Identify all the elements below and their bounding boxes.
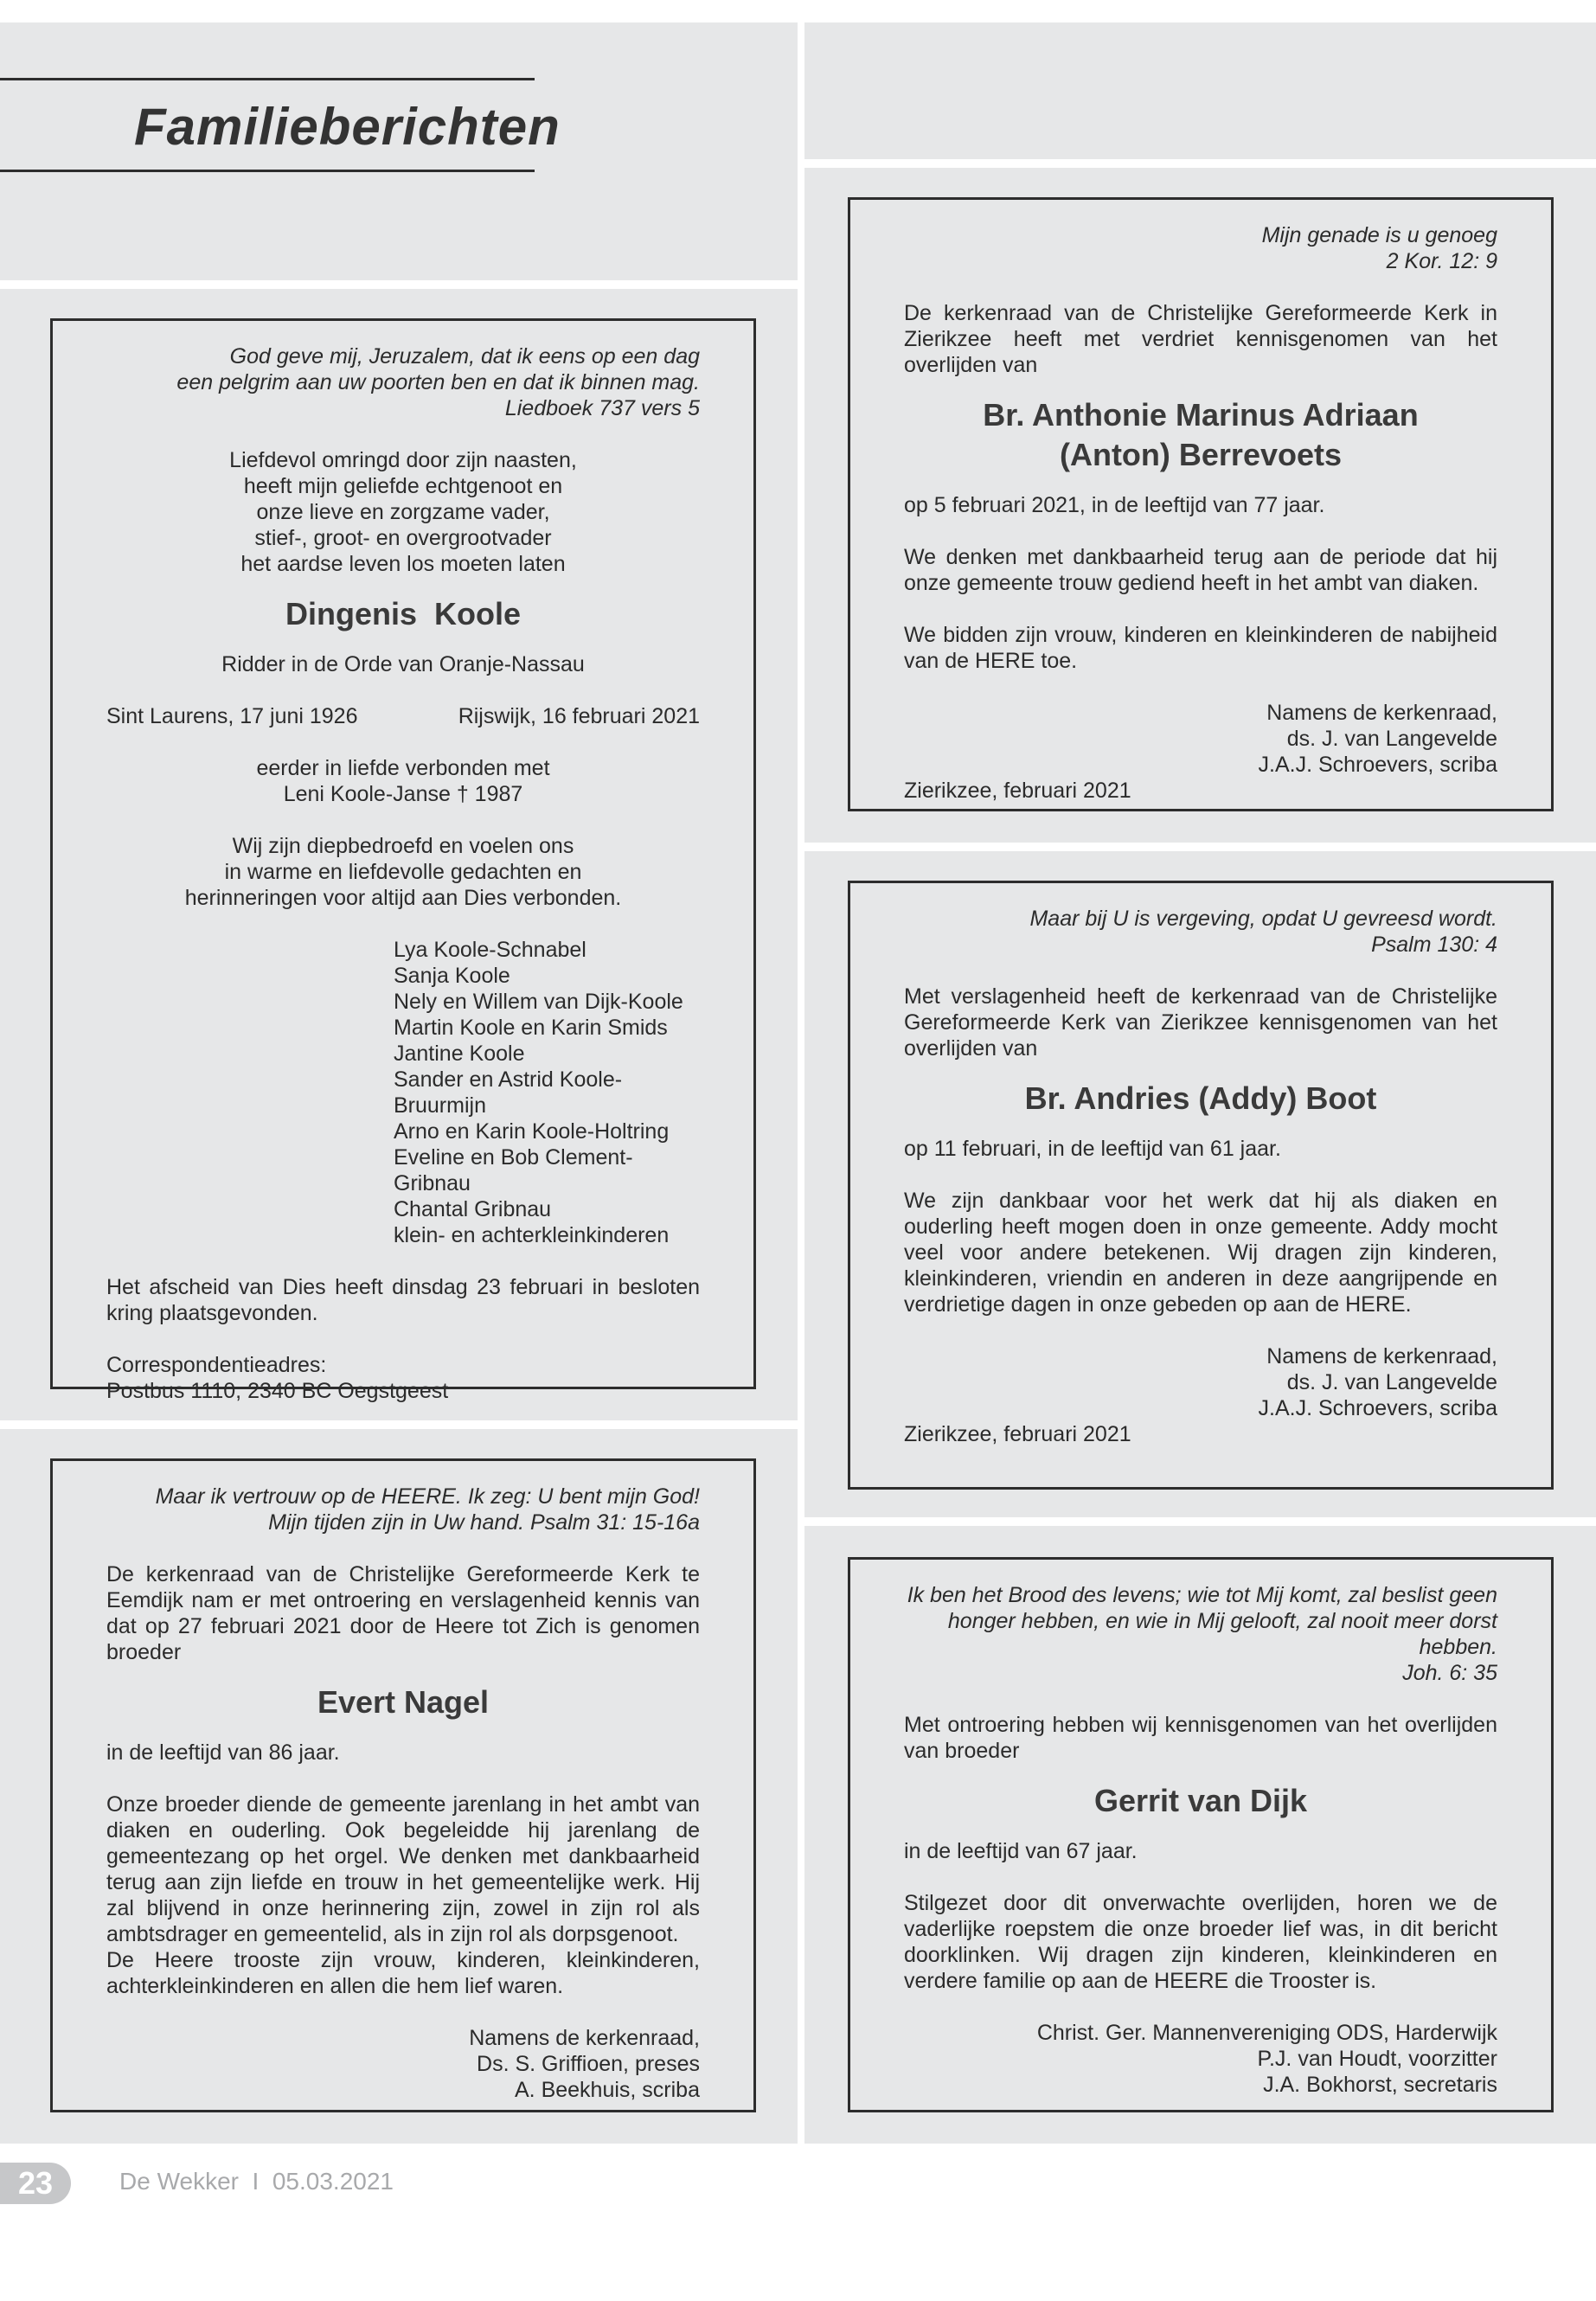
publication-footer: De Wekker I 05.03.2021	[119, 2168, 394, 2195]
koole-intro	[106, 447, 700, 577]
quote-line: God geve mij, Jeruzalem, dat ik eens op een dag	[229, 344, 700, 369]
vandijk-quote	[904, 1582, 1497, 1686]
family-member: Martin Koole en Karin Smids	[394, 1016, 668, 1040]
grief-line: Wij zijn diepbedroefd en voelen ons	[232, 834, 574, 858]
quote-line: Maar ik vertrouw op de HEERE. Ik zeg: U bent mijn God!	[155, 1484, 700, 1509]
nagel-quote	[106, 1484, 700, 1535]
signature-line: J.A.J. Schroevers, scriba	[1258, 753, 1497, 777]
signature-line: Christ. Ger. Mannenvereniging ODS, Harderwijk	[1036, 2021, 1497, 2045]
intro-line: Liefdevol omringd door zijn naasten,	[229, 448, 577, 472]
koole-dates	[106, 703, 700, 729]
family-member: Sander en Astrid Koole-Bruurmijn	[394, 1067, 623, 1118]
family-member: Eveline en Bob Clement-Gribnau	[394, 1145, 633, 1195]
name-line: (Anton) Berrevoets	[1059, 437, 1343, 472]
family-member: Jantine Koole	[394, 1042, 525, 1066]
koole-address	[106, 1352, 700, 1404]
berrevoets-quote	[904, 222, 1497, 274]
koole-grief	[106, 833, 700, 911]
signature-line: P.J. van Houdt, voorzitter	[1257, 2047, 1497, 2071]
boot-intro: Met verslagenheid heeft de kerkenraad van de Christelijke Gereformeerde Kerk van Zierikzee kennisgenomen van het overlijden van	[904, 984, 1497, 1061]
berrevoets-signature	[904, 700, 1497, 778]
quote-source: Mijn tijden zijn in Uw hand. Psalm 31: 15-16a	[268, 1510, 700, 1535]
quote-line: een pelgrim aan uw poorten ben en dat ik binnen mag.	[176, 370, 700, 394]
nagel-body: Onze broeder diende de gemeente jarenlang in het ambt van diaken en ouderling. Ook begeleidde hij jarenlang de gemeentezang op het orgel. We denken met dankbaarheid terug aan zijn liefde en trouw in het gemeentelijke werk. Hij zal blijvend in onze herinnering zijn, zowel in zijn rol als ambtsdrager en gemeentelid, als in zijn rol als dorpsgenoot.	[106, 1792, 700, 1946]
nagel-intro: De kerkenraad van de Christelijke Gereformeerde Kerk te Eemdijk nam er met ontroering en verslagenheid kennis van dat op 27 februari 2021 door de Heere tot Zich is genomen broeder	[106, 1562, 700, 1664]
page-number: 23	[0, 2163, 71, 2204]
obituary-boot	[848, 881, 1554, 1490]
koole-farewell: Het afscheid van Dies heeft dinsdag 23 februari in besloten kring plaatsgevonden.	[106, 1275, 700, 1325]
signature-line: J.A.J. Schroevers, scriba	[1258, 1396, 1497, 1420]
family-member: Nely en Willem van Dijk-Koole	[394, 990, 683, 1014]
quote-line: Mijn genade is u genoeg	[1261, 223, 1497, 247]
berrevoets-intro: De kerkenraad van de Christelijke Gereformeerde Kerk in Zierikzee heeft met verdriet kennisgenomen van het overlijden van	[904, 301, 1497, 377]
vandijk-signature	[904, 2020, 1497, 2098]
berrevoets-p2: We bidden zijn vrouw, kinderen en kleinkinderen de nabijheid van de HERE toe.	[904, 623, 1497, 673]
signature-line: Namens de kerkenraad,	[469, 2026, 700, 2050]
boot-quote	[904, 906, 1497, 958]
boot-place: Zierikzee, februari 2021	[904, 1422, 1131, 1446]
berrevoets-place: Zierikzee, februari 2021	[904, 779, 1131, 803]
family-member: Lya Koole-Schnabel	[394, 938, 586, 962]
married-line: Leni Koole-Janse † 1987	[283, 782, 523, 806]
deceased-name: Br. Andries (Addy) Boot	[1024, 1080, 1377, 1116]
deceased-name: Gerrit van Dijk	[1093, 1783, 1308, 1818]
obituary-berrevoets	[848, 197, 1554, 811]
boot-date: op 11 februari, in de leeftijd van 61 jaar.	[904, 1137, 1281, 1161]
right-top-panel	[804, 22, 1596, 159]
berrevoets-date: op 5 februari 2021, in de leeftijd van 77 jaar.	[904, 493, 1325, 517]
address-line: Postbus 1110, 2340 BC Oegstgeest	[106, 1379, 449, 1403]
quote-line: Maar bij U is vergeving, opdat U gevreesd wordt.	[1029, 907, 1497, 931]
obituary-vandijk	[848, 1557, 1554, 2112]
quote-line: honger hebben, en wie in Mij gelooft, zal nooit meer dorst hebben.	[947, 1609, 1497, 1659]
married-line: eerder in liefde verbonden met	[256, 756, 550, 780]
intro-line: stief-, groot- en overgrootvader	[254, 526, 552, 550]
family-member: Chantal Gribnau	[394, 1197, 552, 1221]
signature-line: J.A. Bokhorst, secretaris	[1263, 2073, 1497, 2097]
quote-source: Joh. 6: 35	[1402, 1661, 1497, 1685]
obituary-nagel	[50, 1458, 756, 2112]
vandijk-age: in de leeftijd van 67 jaar.	[904, 1839, 1138, 1863]
signature-line: Ds. S. Griffioen, preses	[477, 2052, 700, 2076]
koole-honor: Ridder in de Orde van Oranje-Nassau	[221, 652, 585, 676]
koole-married	[106, 755, 700, 807]
intro-line: onze lieve en zorgzame vader,	[256, 500, 550, 524]
quote-source: Liedboek 737 vers 5	[504, 396, 700, 420]
death-date: Rijswijk, 16 februari 2021	[458, 704, 700, 728]
family-member: Arno en Karin Koole-Holtring	[394, 1119, 670, 1144]
birth-date: Sint Laurens, 17 juni 1926	[106, 704, 358, 728]
heading-rule-bottom	[0, 170, 535, 172]
vandijk-p1: Stilgezet door dit onverwachte overlijden, horen we de vaderlijke roepstem die onze broeder lief was, in dit bericht doorklinken. Wij dragen zijn kinderen, kleinkinderen en verdere familie op aan de HEERE die Trooster is.	[904, 1891, 1497, 1993]
deceased-name: Evert Nagel	[317, 1684, 490, 1720]
nagel-age: in de leeftijd van 86 jaar.	[106, 1740, 340, 1765]
signature-line: Namens de kerkenraad,	[1266, 1344, 1497, 1368]
boot-signature	[904, 1343, 1497, 1421]
obituary-koole	[50, 318, 756, 1403]
page-title: Familieberichten	[134, 98, 561, 156]
deceased-name: Dingenis Koole	[285, 596, 522, 631]
family-member: Sanja Koole	[394, 964, 510, 988]
quote-source: 2 Kor. 12: 9	[1386, 249, 1497, 273]
name-line: Br. Anthonie Marinus Adriaan	[983, 397, 1419, 433]
intro-line: het aardse leven los moeten laten	[240, 552, 566, 576]
koole-quote	[106, 343, 700, 421]
grief-line: herinneringen voor altijd aan Dies verbonden.	[184, 886, 622, 910]
signature-line: ds. J. van Langevelde	[1286, 1370, 1497, 1394]
signature-line: Namens de kerkenraad,	[1266, 701, 1497, 725]
signature-line: A. Beekhuis, scriba	[515, 2078, 700, 2102]
heading-rule-top	[0, 78, 535, 80]
quote-line: Ik ben het Brood des levens; wie tot Mij komt, zal beslist geen	[907, 1583, 1497, 1607]
signature-line: ds. J. van Langevelde	[1286, 727, 1497, 751]
nagel-body2: De Heere trooste zijn vrouw, kinderen, kleinkinderen, achterkleinkinderen en allen die hem lief waren.	[106, 1948, 700, 1998]
quote-source: Psalm 130: 4	[1371, 933, 1497, 957]
deceased-name	[904, 395, 1497, 475]
berrevoets-p1: We denken met dankbaarheid terug aan de periode dat hij onze gemeente trouw gediend heeft in het ambt van diaken.	[904, 545, 1497, 595]
address-line: Correspondentieadres:	[106, 1353, 327, 1377]
nagel-signature	[106, 2025, 700, 2103]
vandijk-intro: Met ontroering hebben wij kennisgenomen van het overlijden van broeder	[904, 1713, 1497, 1763]
intro-line: heeft mijn geliefde echtgenoot en	[243, 474, 563, 498]
boot-p1: We zijn dankbaar voor het werk dat hij als diaken en ouderling heeft mogen doen in onze gemeente. Addy mocht veel voor andere betekenen. Wij dragen zijn kinderen, kleinkinderen, vriendin en anderen in deze aangrijpende en verdrietige dagen in onze gebeden op aan de HERE.	[904, 1189, 1497, 1317]
family-list	[106, 937, 700, 1248]
family-member: klein- en achterkleinkinderen	[394, 1223, 670, 1247]
grief-line: in warme en liefdevolle gedachten en	[224, 860, 582, 884]
